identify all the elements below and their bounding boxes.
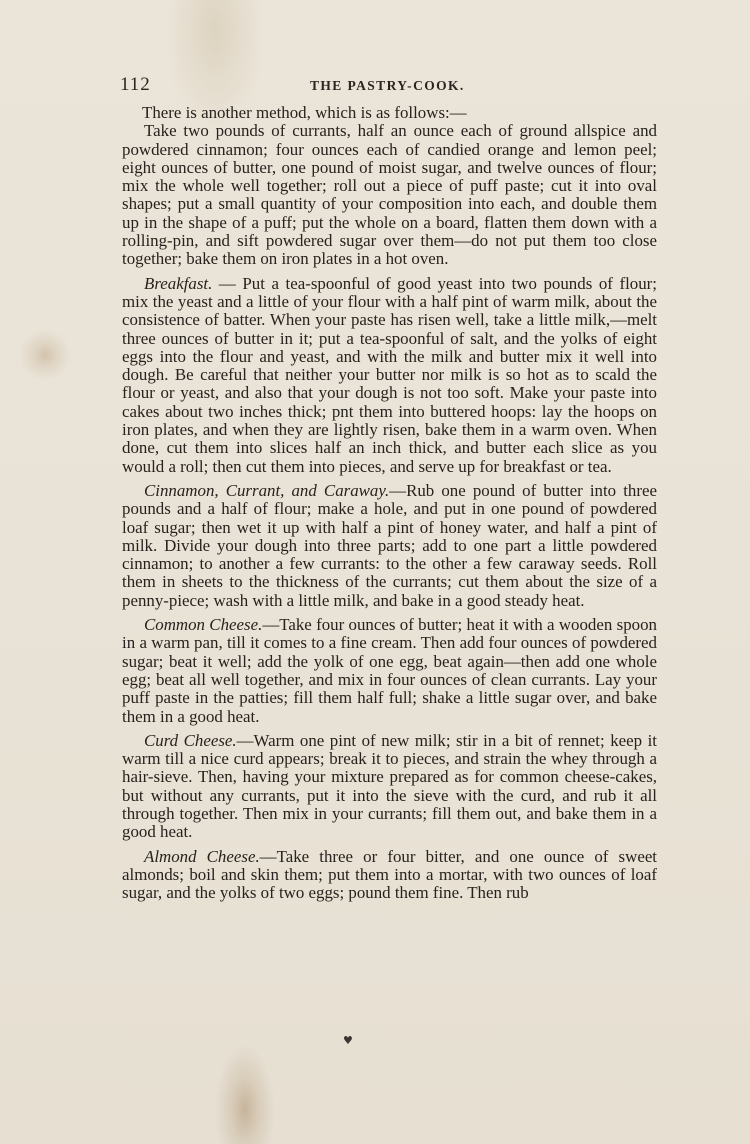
recipe-common-cheese <box>122 616 657 726</box>
recipe-text: — Put a tea-spoonful of good yeast into two pounds of flour; mix the yeast and a little of your flour with a half pint of warm milk, about the consistence of batter. When your paste has risen well, take a little milk,—melt three ounces of butter in it; put a tea-spoonful of salt, and the yolks of eight eggs into the flour and yeast, and with the milk and butter mix it well into dough. Be careful that neither your butter nor milk is so hot as to scald the flour or yeast, and also that your dough is not too soft. Make your paste into cakes about two inches thick; pnt them into buttered hoops: lay the hoops on iron plates, and when they are lightly risen, bake them in a warm oven. When done, cut them into slices half an inch thick, and butter each slice as you would a roll; then cut them into pieces, and serve up for breakfast or tea. <box>122 273 657 476</box>
recipe-text: —Take four ounces of butter; heat it with a wooden spoon in a warm pan, till it comes to a fine cream. Then add four ounces of powdered sugar; beat it well; add the yolk of one egg, beat again—then add one whole egg; beat all well together, and mix in four ounces of clean currants. Lay your puff paste in the patties; fill them half full; shake a little sugar over, and bake them in a good heat. <box>122 615 657 726</box>
page-number: 112 <box>120 74 151 95</box>
recipe-text: —Rub one pound of butter into three pounds and a half of flour; make a hole, and put in one pound of powdered loaf sugar; then wet it up with half a pint of honey water, and half a pint of milk. Divide your dough into three parts; add to one part a little powdered cinnamon; to another a few currants: to the other a few caraway seeds. Roll them in sheets to the thickness of the currants; cut them about the size of a penny-piece; wash with a little milk, and bake in a good steady heat. <box>122 480 657 610</box>
recipe-breakfast <box>122 275 657 476</box>
recipe-almond-cheese <box>122 848 657 903</box>
footer-ornament: ♥ <box>343 1034 353 1047</box>
method-paragraph: Take two pounds of currants, half an ounce each of ground allspice and powdered cinnamon; four ounces each of candied orange and lemon peel; eight ounces of butter, one pound of moist sugar, and twelve ounces of flour; mix the whole well together; roll out a piece of puff paste; cut it into oval shapes; put a small quantity of your composition into each, and double them up in the shape of a puff; put the whole on a board, flatten them down with a rolling-pin, and sift powdered sugar over them—do not put them too close together; bake them on iron plates in a hot oven. <box>122 121 657 269</box>
recipe-text: —Warm one pint of new milk; stir in a bit of rennet; keep it warm till a nice curd appears; break it to pieces, and strain the whey through a hair-sieve. Then, having your mixture prepared as for common cheese-cakes, but without any currants, put it into the sieve with the curd, and rub it all through together. Then mix in your currants; fill them out, and bake them in a good heat. <box>122 730 657 842</box>
recipe-cinnamon-currant-caraway <box>122 482 657 610</box>
book-title: THE PASTRY-COOK. <box>310 78 465 93</box>
recipe-title: Common Cheese. <box>144 615 263 635</box>
recipe-title: Almond Cheese. <box>144 846 260 866</box>
recipe-curd-cheese <box>122 732 657 842</box>
page-text <box>122 104 657 902</box>
recipe-title: Curd Cheese. <box>144 730 237 750</box>
recipe-title: Cinnamon, Currant, and Caraway. <box>144 480 390 500</box>
recipe-title: Breakfast. <box>144 273 213 293</box>
running-head <box>120 74 660 96</box>
recipe-text: —Take three or four bitter, and one ounce of sweet almonds; boil and skin them; put them into a mortar, with two ounces of loaf sugar, and the yolks of two eggs; pound them fine. Then rub <box>122 846 658 903</box>
intro-paragraph: There is another method, which is as follows:— <box>142 103 467 122</box>
